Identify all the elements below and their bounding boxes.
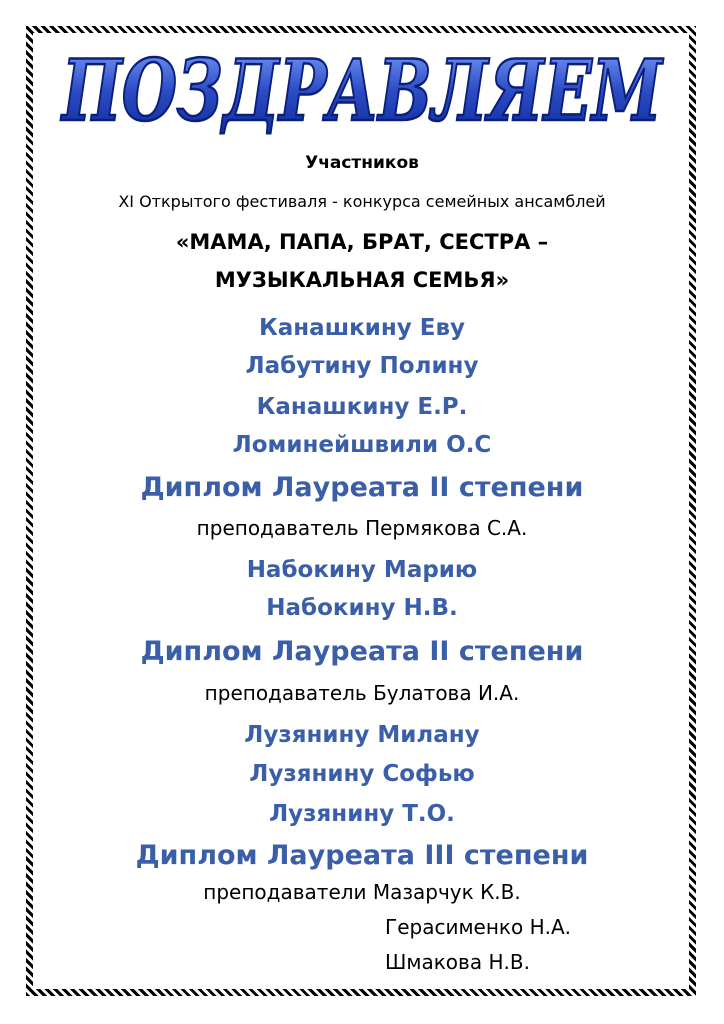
teacher-credit-extra: Герасименко Н.А. [385,915,572,939]
participant-name: Набокину Н.В. [266,595,458,621]
diploma-award: Диплом Лауреата II степени [140,636,584,667]
teacher-credit-extra: Шмакова Н.В. [385,950,530,974]
diploma-award: Диплом Лауреата III степени [135,840,589,871]
participant-name: Лабутину Полину [245,353,479,379]
teacher-credit: преподаватели Мазарчук К.В. [203,880,521,904]
participant-name: Ломинейшвили О.С [232,432,492,458]
teacher-credit: преподаватель Пермякова С.А. [196,516,528,540]
intro-participants: Участников [305,153,419,173]
participant-name: Канашкину Еву [258,315,466,341]
heading-text: ПОЗДРАВЛЯЕМ [60,41,665,140]
diploma-award: Диплом Лауреата II степени [140,472,584,503]
participant-name: Канашкину Е.Р. [256,394,468,420]
participant-name: Лузянину Софью [249,761,475,787]
page-heading [0,22,724,152]
intro-festival: XI Открытого фестиваля - конкурса семейных ансамблей [118,192,606,211]
festival-title-line1: «МАМА, ПАПА, БРАТ, СЕСТРА – [175,230,549,254]
festival-title-line2: МУЗЫКАЛЬНАЯ СЕМЬЯ» [214,268,510,292]
participant-name: Набокину Марию [246,557,478,583]
heading-wordart [52,22,672,152]
participant-name: Лузянину Т.О. [269,801,455,827]
teacher-credit: преподаватель Булатова И.А. [204,681,520,705]
participant-name: Лузянину Милану [244,722,480,748]
